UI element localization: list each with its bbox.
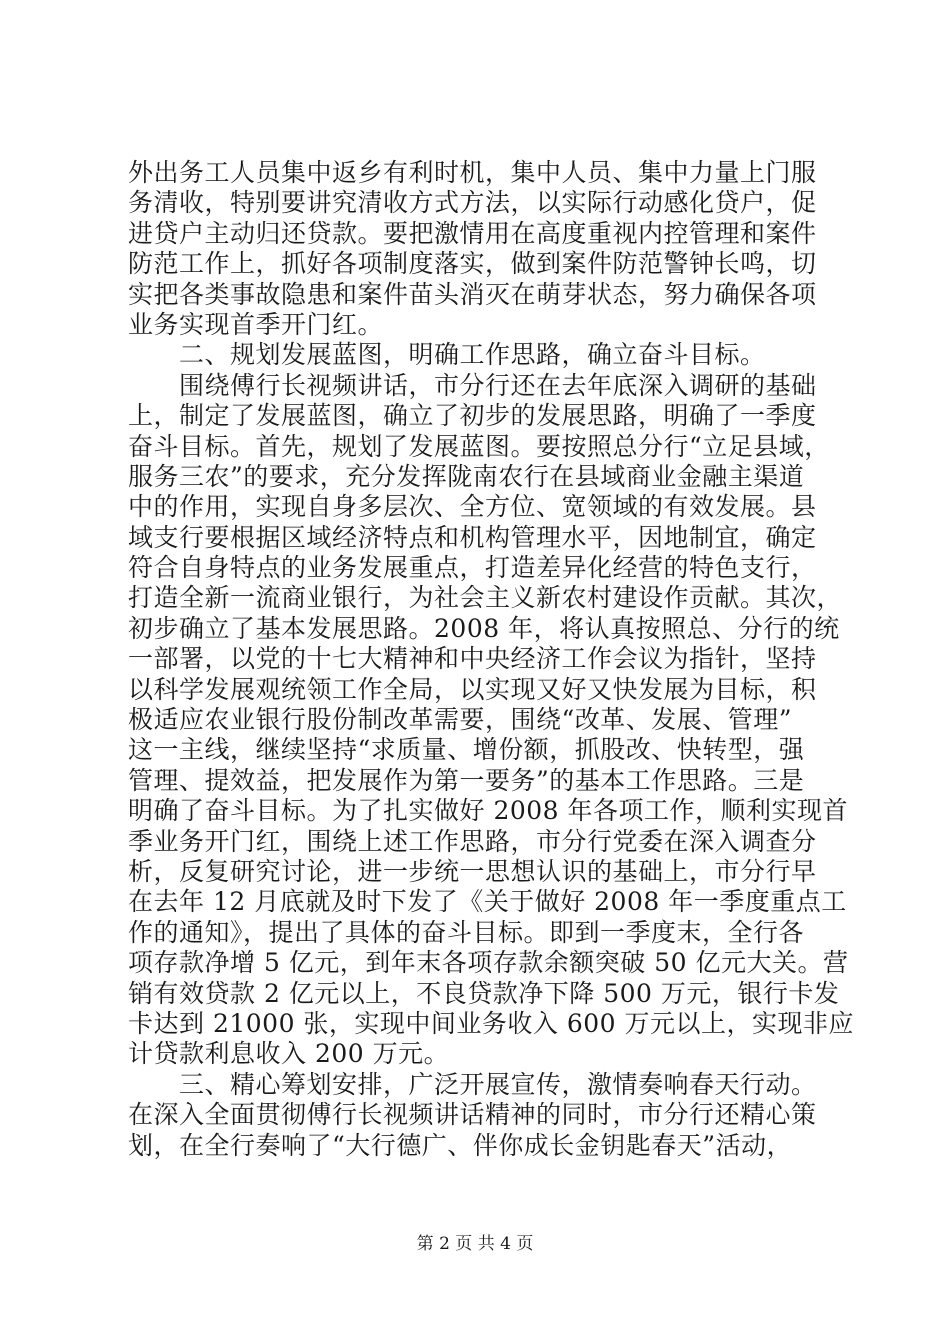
- text-line: 在去年 12 月底就及时下发了《关于做好 2008 年一季度重点工: [128, 887, 847, 917]
- text-line: 明确了奋斗目标。为了扎实做好 2008 年各项工作，顺利实现首: [128, 796, 849, 826]
- text-line: 上，制定了发展蓝图，确立了初步的发展思路，明确了一季度: [128, 401, 817, 431]
- text-line: 奋斗目标。首先，规划了发展蓝图。要按照总分行“立足县域，: [128, 431, 830, 461]
- text-line: 以科学发展观统领工作全局，以实现又好又快发展为目标，积: [128, 674, 817, 704]
- section-heading: 二、规划发展蓝图，明确工作思路，确立奋斗目标。: [128, 340, 766, 370]
- section-heading: 三、精心筹划安排，广泛开展宣传，激情奏响春天行动。: [128, 1069, 817, 1099]
- text-line: 中的作用，实现自身多层次、全方位、宽领域的有效发展。县: [128, 492, 817, 522]
- text-line: 作的通知》，提出了具体的奋斗目标。即到一季度末，全行各: [128, 917, 805, 947]
- text-line: 初步确立了基本发展思路。2008 年，将认真按照总、分行的统: [128, 613, 840, 643]
- text-line: 务清收，特别要讲究清收方式方法，以实际行动感化贷户，促: [128, 188, 817, 218]
- text-line: 业务实现首季开门红。: [128, 309, 384, 339]
- text-line: 销有效贷款 2 亿元以上，不良贷款净下降 500 万元，银行卡发: [128, 978, 840, 1008]
- text-line: 划，在全行奏响了“大行德广、伴你成长金钥匙春天”活动，: [128, 1130, 793, 1160]
- text-line: 服务三农”的要求，充分发挥陇南农行在县域商业金融主渠道: [128, 461, 805, 491]
- text-line: 域支行要根据区域经济特点和机构管理水平，因地制宜，确定: [128, 522, 817, 552]
- page-footer: [0, 1234, 950, 1254]
- text-line: 这一主线，继续坚持“求质量、增份额，抓股改、快转型，强: [128, 735, 805, 765]
- text-line: 进贷户主动归还贷款。要把激情用在高度重视内控管理和案件: [128, 218, 817, 248]
- text-line: 极适应农业银行股份制改革需要，围绕“改革、发展、管理”: [128, 705, 793, 735]
- text-line: 外出务工人员集中返乡有利时机，集中人员、集中力量上门服: [128, 158, 817, 187]
- text-line: 析，反复研究讨论，进一步统一思想认识的基础上，市分行早: [128, 856, 817, 886]
- text-line: 卡达到 21000 张，实现中间业务收入 600 万元以上，实现非应: [128, 1008, 855, 1038]
- text-line: 管理、提效益，把发展作为第一要务”的基本工作思路。三是: [128, 765, 805, 795]
- text-line: 季业务开门红，围绕上述工作思路，市分行党委在深入调查分: [128, 826, 817, 856]
- text-line: 一部署，以党的十七大精神和中央经济工作会议为指针，坚持: [128, 644, 817, 674]
- text-line: 符合自身特点的业务发展重点，打造差异化经营的特色支行，: [128, 553, 817, 583]
- text-line: 项存款净增 5 亿元，到年末各项存款余额突破 50 亿元大关。营: [128, 948, 849, 978]
- text-line: 在深入全面贯彻傅行长视频讲话精神的同时，市分行还精心策: [128, 1100, 817, 1130]
- text-line: 围绕傅行长视频讲话，市分行还在去年底深入调研的基础: [128, 370, 817, 400]
- text-line: 计贷款利息收入 200 万元。: [128, 1039, 450, 1069]
- text-line: 防范工作上，抓好各项制度落实，做到案件防范警钟长鸣，切: [128, 249, 817, 279]
- page-indicator: 第 2 页 共 4 页: [416, 1234, 534, 1254]
- text-line: 打造全新一流商业银行，为社会主义新农村建设作贡献。其次，: [128, 583, 843, 613]
- text-line: 实把各类事故隐患和案件苗头消灭在萌芽状态，努力确保各项: [128, 279, 817, 309]
- document-body: [128, 158, 855, 1161]
